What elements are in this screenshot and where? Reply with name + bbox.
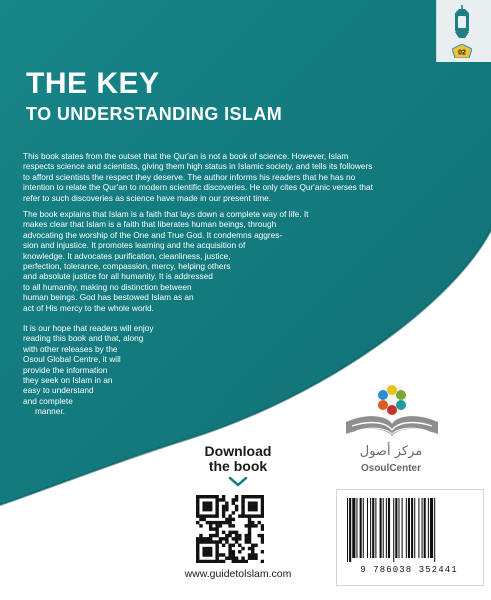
download-line-1: Download bbox=[204, 443, 272, 459]
paragraph-line: with other releases by the bbox=[23, 343, 118, 354]
paragraph-line: act of His mercy to the whole world. bbox=[23, 302, 154, 313]
paragraph-line: intention to relate the Qur'an to modern scientific discoveries. He only cites Qur'anic verses that bbox=[23, 182, 373, 193]
paragraph-line: knowledge. It advocates purification, cleanliness, justice, bbox=[23, 250, 231, 261]
series-number-badge bbox=[452, 44, 472, 58]
publisher-arabic-name: مركز أصول bbox=[359, 444, 423, 459]
paragraph-line: refer to such discoveries as science have made in our present time. bbox=[23, 192, 272, 203]
paragraph-line: to afford scientists the respect they deserve. The author informs his readers that he has no bbox=[23, 171, 356, 182]
paragraph-line: The book explains that Islam is a faith that lays down a complete way of life. It bbox=[23, 209, 309, 219]
paragraph-line: provide the information bbox=[23, 364, 108, 375]
isbn-digits: 9 786038 352441 bbox=[360, 565, 458, 575]
publisher-name: OsoulCenter bbox=[360, 463, 421, 474]
paragraph-line: they seek on Islam in an bbox=[23, 375, 113, 386]
website-link[interactable]: www.guidetolslam.com bbox=[184, 568, 292, 580]
paragraph-line: easy to understand bbox=[23, 385, 94, 396]
paragraph-line: sion and injustice. It promotes learning and the acquisition of bbox=[23, 240, 246, 251]
barcode-icon bbox=[345, 498, 473, 562]
paragraph-line: makes clear that Islam is a faith that liberates human beings, through bbox=[23, 219, 277, 230]
paragraph-line: Osoul Global Centre, it will bbox=[23, 354, 121, 365]
paragraph-line: manner. bbox=[35, 406, 65, 417]
description-paragraph-1 bbox=[23, 151, 373, 203]
paragraph-line: and complete bbox=[23, 395, 73, 406]
series-number: 02 bbox=[458, 49, 466, 57]
paragraph-line: perfection, tolerance, compassion, mercy, helping others bbox=[23, 261, 231, 272]
chevron-down-icon bbox=[228, 477, 248, 487]
paragraph-line: advocating the worship of the One and True God. It condemns aggres- bbox=[23, 229, 283, 240]
paragraph-line: to all humanity, making no distinction between bbox=[23, 281, 192, 292]
publisher-logo-icon bbox=[338, 382, 446, 444]
paragraph-line: respects science and scientists, giving them high status in Islamic society, and tells its followers bbox=[23, 161, 373, 172]
description-paragraph-3 bbox=[23, 323, 154, 417]
title-line-1: THE KEY bbox=[26, 67, 160, 100]
lantern-icon bbox=[449, 4, 475, 42]
paragraph-line: human beings. God has bestowed Islam as an bbox=[23, 292, 194, 303]
paragraph-line: and absolute justice for all humanity. It is addressed bbox=[23, 271, 213, 282]
download-line-2: the book bbox=[208, 458, 268, 474]
paragraph-line: It is our hope that readers will enjoy bbox=[23, 323, 154, 333]
paragraph-line: reading this book and that, along bbox=[23, 333, 144, 344]
title-line-2: TO UNDERSTANDING ISLAM bbox=[26, 104, 283, 124]
download-label bbox=[178, 444, 298, 474]
description-paragraph-2 bbox=[23, 209, 308, 313]
paragraph-line: This book states from the outset that the Qur'an is not a book of science. However, Islam bbox=[23, 151, 349, 161]
qr-code-icon[interactable] bbox=[196, 495, 264, 563]
